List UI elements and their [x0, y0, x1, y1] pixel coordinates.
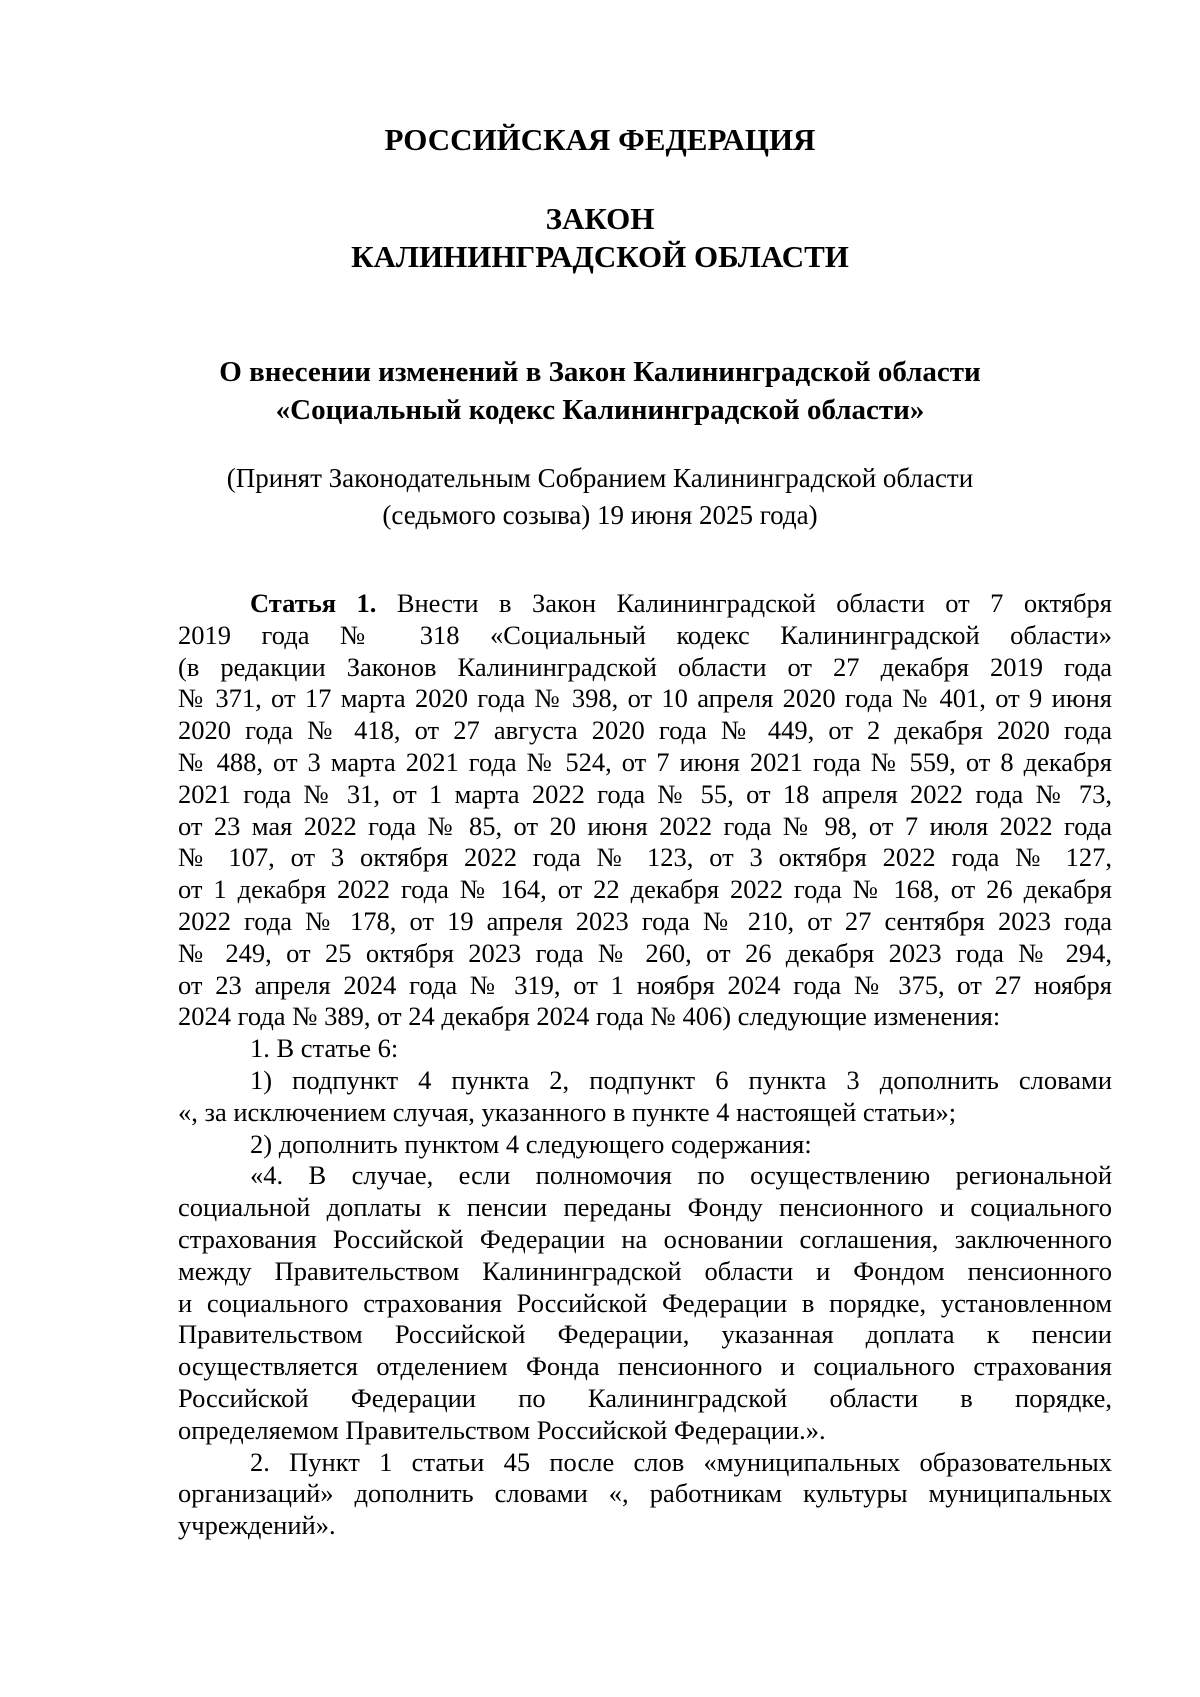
article-1-line: № 249, от 25 октября 2023 года № 260, от 26 декабря 2023 года № 294, — [178, 937, 1112, 968]
article-1-label: Статья 1. — [250, 588, 377, 618]
article-1-line: № 371, от 17 марта 2020 года № 398, от 10 апреля 2020 года № 401, от 9 июня — [178, 683, 1112, 714]
article-1-line: № 488, от 3 марта 2021 года № 524, от 7 июня 2021 года № 559, от 8 декабря — [178, 746, 1112, 777]
quote-line: и социального страхования Российской Федерации в порядке, установленном — [178, 1287, 1112, 1318]
law-subject-line-2: «Социальный кодекс Калининградской области» — [275, 394, 925, 426]
article-1-line — [178, 588, 1112, 620]
quote-line: социальной доплаты к пенсии переданы Фонду пенсионного и социального — [178, 1192, 1112, 1223]
item-1-sub-1-line: «, за исключением случая, указанного в пункте 4 настоящей статьи»; — [178, 1096, 957, 1127]
quote-line: Российской Федерации по Калининградской области в порядке, — [178, 1382, 1112, 1413]
article-1-line: 2022 года № 178, от 19 апреля 2023 года № 210, от 27 сентября 2023 года — [178, 905, 1112, 936]
item-2-line: учреждений». — [178, 1510, 336, 1541]
quote-line: страхования Российской Федерации на основании соглашения, заключенного — [178, 1223, 1112, 1254]
item-1-heading: 1. В статье 6: — [250, 1033, 399, 1064]
article-1-line: 2020 года № 418, от 27 августа 2020 года № 449, от 2 декабря 2020 года — [178, 715, 1112, 746]
law-subject-line-1: О внесении изменений в Закон Калининградской области — [219, 356, 981, 388]
law-title — [0, 200, 1200, 276]
article-1-text: Внести в Закон Калининградской области от 7 октября — [376, 588, 1112, 618]
quote-line: определяемом Правительством Российской Федерации.». — [178, 1414, 826, 1445]
item-2-line: организаций» дополнить словами «, работникам культуры муниципальных — [178, 1478, 1112, 1509]
quote-line: «4. В случае, если полномочия по осуществлению региональной — [250, 1160, 1112, 1191]
quote-line: Правительством Российской Федерации, указанная доплата к пенсии — [178, 1319, 1112, 1350]
article-1-line: от 1 декабря 2022 года № 164, от 22 декабря 2022 года № 168, от 26 декабря — [178, 874, 1112, 905]
article-1-line: № 107, от 3 октября 2022 года № 123, от 3 октября 2022 года № 127, — [178, 842, 1112, 873]
country-name: РОССИЙСКАЯ ФЕДЕРАЦИЯ — [384, 122, 816, 157]
article-1-line: (в редакции Законов Калининградской области от 27 декабря 2019 года — [178, 651, 1112, 682]
item-1-sub-1-line: 1) подпункт 4 пункта 2, подпункт 6 пункта 3 дополнить словами — [250, 1064, 1112, 1095]
article-1-line: от 23 апреля 2024 года № 319, от 1 ноября 2024 года № 375, от 27 ноября — [178, 969, 1112, 1000]
quote-line: между Правительством Калининградской области и Фондом пенсионного — [178, 1255, 1112, 1286]
law-title-line-2: КАЛИНИНГРАДСКОЙ ОБЛАСТИ — [351, 239, 849, 274]
country-heading — [0, 122, 1200, 158]
law-title-line-1: ЗАКОН — [545, 201, 655, 236]
quote-line: осуществляется отделением Фонда пенсионного и социального страхования — [178, 1351, 1112, 1382]
law-subject — [0, 353, 1200, 429]
law-body — [178, 588, 1112, 1542]
adoption-note-line-2: (седьмого созыва) 19 июня 2025 года) — [382, 500, 818, 530]
article-1-line: 2019 года № 318 «Социальный кодекс Калининградской области» — [178, 619, 1112, 650]
item-1-sub-2: 2) дополнить пунктом 4 следующего содержания: — [250, 1128, 812, 1159]
article-1-line: 2024 года № 389, от 24 декабря 2024 года № 406) следующие изменения: — [178, 1001, 1001, 1032]
adoption-note-line-1: (Принят Законодательным Собранием Калининградской области — [226, 463, 974, 493]
article-1-line: 2021 года № 31, от 1 марта 2022 года № 55, от 18 апреля 2022 года № 73, — [178, 778, 1112, 809]
adoption-note — [0, 460, 1200, 534]
article-1-line: от 23 мая 2022 года № 85, от 20 июня 2022 года № 98, от 7 июля 2022 года — [178, 810, 1112, 841]
item-2-line: 2. Пункт 1 статьи 45 после слов «муниципальных образовательных — [250, 1446, 1112, 1477]
